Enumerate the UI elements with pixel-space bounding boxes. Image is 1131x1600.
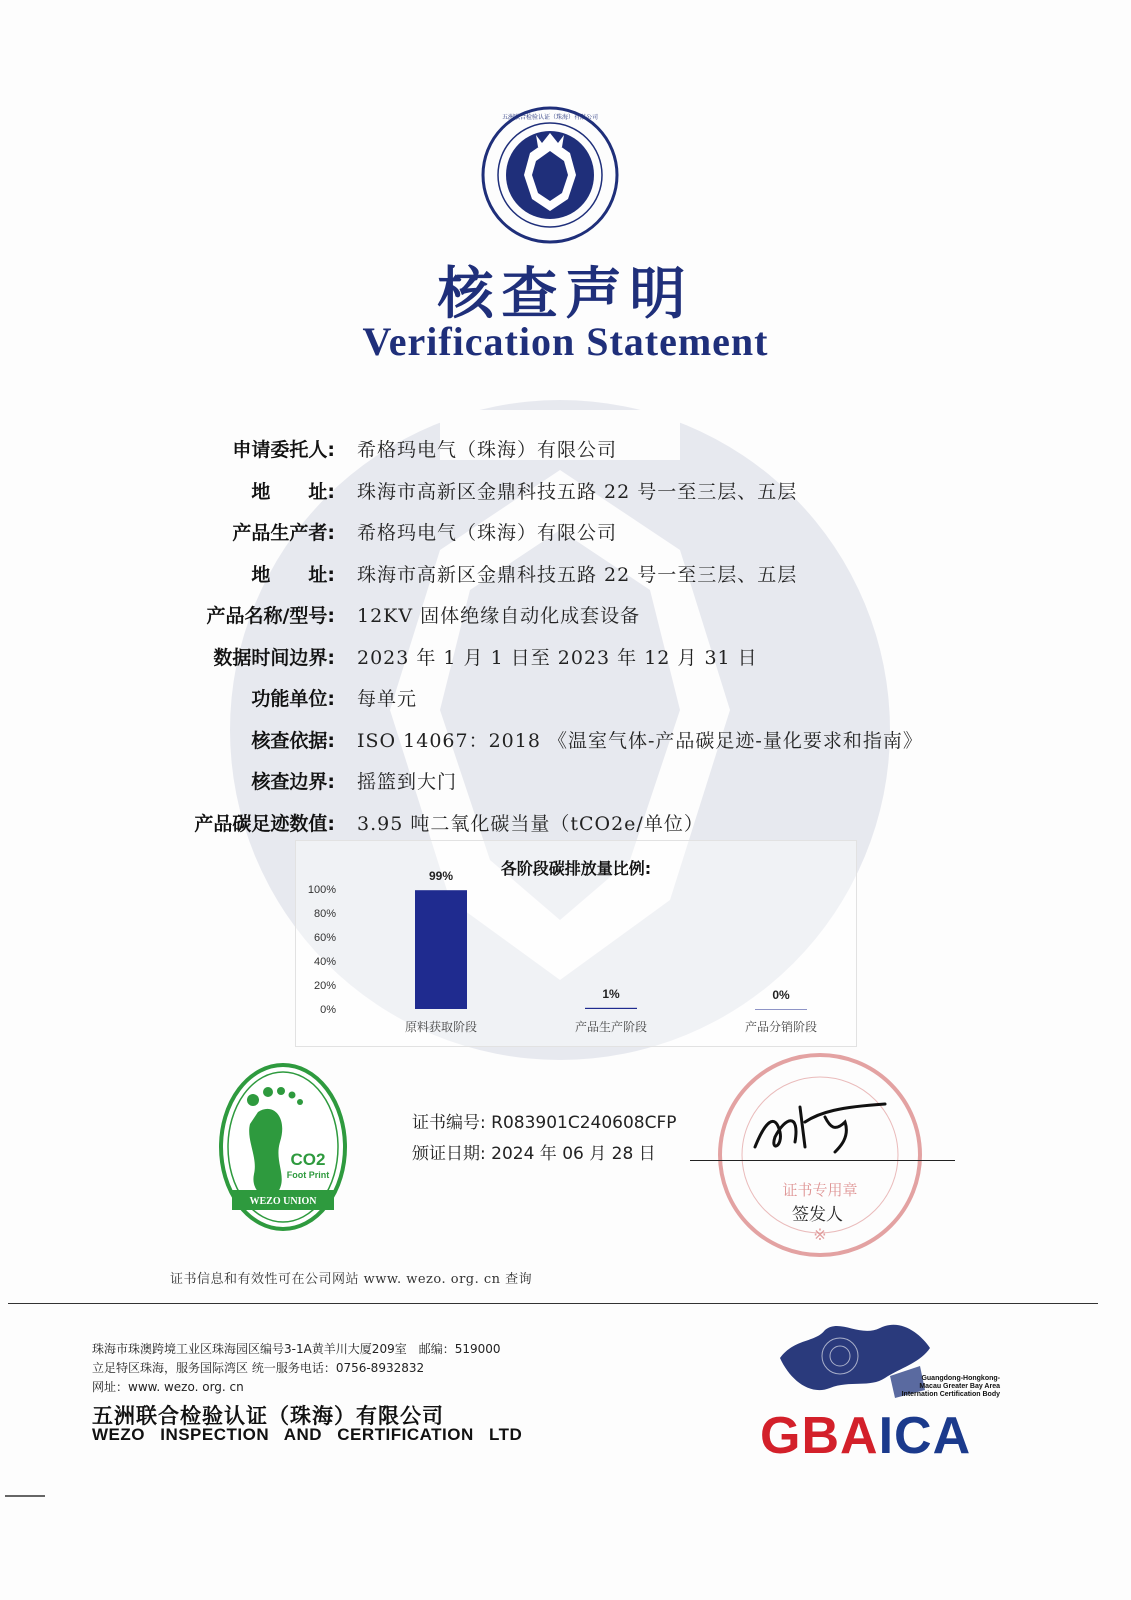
toe-dot (277, 1087, 285, 1095)
cert-number-line (412, 1108, 677, 1139)
handwritten-signature (745, 1092, 895, 1162)
field-value: 2023 年 1 月 1 日至 2023 年 12 月 31 日 (357, 646, 758, 669)
field-label: 产品碳足迹数值: (194, 812, 335, 835)
footer-address-block (92, 1340, 501, 1397)
y-tick-label: 100% (307, 884, 336, 896)
chart-title: 各阶段碳排放量比例: (500, 859, 652, 878)
field-value: 摇篮到大门 (357, 771, 458, 794)
cert-number: R083901C240608CFP (491, 1113, 677, 1133)
field-row-applicant-address (150, 470, 1010, 512)
data-label: 1% (602, 986, 620, 1001)
cert-date-label: 颁证日期: (412, 1144, 486, 1164)
signer-label: 签发人 (792, 1205, 843, 1225)
footer-service-line: 立足特区珠海，服务国际湾区 统一服务电话：0756-8932832 (92, 1361, 425, 1375)
bar (585, 1008, 637, 1009)
chart-svg (296, 841, 856, 1046)
field-label: 地 址: (251, 480, 335, 503)
co2-label: CO2 (290, 1150, 326, 1169)
field-row-boundary (150, 760, 1010, 802)
field-value: 希格玛电气（珠海）有限公司 (357, 522, 618, 545)
field-label: 核查边界: (251, 771, 335, 794)
y-tick-label: 80% (313, 908, 336, 920)
cert-date-line (412, 1139, 677, 1170)
toe-dot (263, 1087, 273, 1097)
footer-divider (8, 1303, 1098, 1304)
bar (415, 890, 467, 1009)
toe-dot (247, 1094, 259, 1106)
title-cn: 核查声明 (437, 261, 694, 327)
gbaica-logo (760, 1406, 971, 1466)
field-label: 申请委托人: (232, 439, 335, 462)
footer-website-line: 网址：www. wezo. org. cn (92, 1380, 244, 1394)
bar (755, 1009, 807, 1010)
field-value: ISO 14067：2018 《温室气体-产品碳足迹-量化要求和指南》 (357, 729, 923, 752)
field-value: 每单元 (357, 688, 418, 711)
gba-logo-red: GBA (760, 1407, 879, 1465)
gba-subtitle-line: Guangdong-Hongkong- (921, 1375, 1000, 1382)
y-tick-label: 60% (313, 932, 336, 944)
scan-mark (5, 1495, 45, 1497)
footer-company-en: WEZO INSPECTION AND CERTIFICATION LTD (92, 1425, 523, 1444)
field-value: 12KV 固体绝缘自动化成套设备 (357, 605, 641, 628)
field-row-basis (150, 719, 1010, 761)
field-value: 珠海市高新区金鼎科技五路 22 号一至三层、五层 (357, 480, 798, 503)
foot-icon (249, 1109, 282, 1197)
cert-number-label: 证书编号: (412, 1113, 486, 1133)
wezo-seal-logo (480, 105, 620, 245)
seal-center-text: 证书专用章 (782, 1181, 858, 1199)
gba-subtitle (860, 1375, 1000, 1399)
field-row-product (150, 594, 1010, 636)
category-label: 原料获取阶段 (404, 1020, 478, 1034)
field-row-functional-unit (150, 677, 1010, 719)
certificate-info (412, 1108, 677, 1170)
field-row-applicant (150, 428, 1010, 470)
field-value: 珠海市高新区金鼎科技五路 22 号一至三层、五层 (357, 563, 798, 586)
toe-dot (289, 1092, 296, 1099)
gba-subtitle-line: Macau Greater Bay Area (919, 1383, 1000, 1390)
field-label: 核查依据: (251, 729, 335, 752)
data-label: 0% (772, 988, 790, 1002)
field-value: 希格玛电气（珠海）有限公司 (357, 439, 618, 462)
seal-ring-text: 五洲联合检验认证（珠海）有限公司 (501, 114, 599, 121)
gba-subtitle-line: Internation Certification Body (901, 1391, 1000, 1398)
field-label: 产品生产者: (232, 522, 335, 545)
toe-dot (297, 1099, 303, 1105)
field-row-producer-address (150, 553, 1010, 595)
co2-footprint-badge (218, 1062, 348, 1232)
signature-line (690, 1160, 955, 1161)
y-tick-label: 20% (313, 980, 336, 992)
title-en: Verification Statement (362, 319, 769, 364)
foot-print-label: Foot Print (286, 1170, 330, 1180)
field-row-carbon-footprint (150, 802, 1010, 844)
field-row-time-boundary (150, 636, 1010, 678)
seal-star-icon: ※ (813, 1225, 827, 1244)
y-tick-label: 40% (313, 956, 336, 968)
field-label: 功能单位: (251, 688, 335, 711)
field-label: 数据时间边界: (213, 646, 335, 669)
category-label: 产品生产阶段 (574, 1020, 648, 1034)
badge-brand: WEZO UNION (249, 1196, 317, 1207)
website-note: 证书信息和有效性可在公司网站 www. wezo. org. cn 查询 (170, 1272, 533, 1287)
statement-fields (150, 428, 1010, 843)
gba-logo-blue: ICA (878, 1407, 972, 1465)
stage-emission-chart (295, 840, 857, 1047)
field-value: 3.95 吨二氧化碳当量（tCO2e/单位） (357, 812, 704, 835)
category-label: 产品分销阶段 (744, 1020, 818, 1034)
footer-address-line: 珠海市珠澳跨境工业区珠海园区编号3-1A黄羊川大厦209室 邮编：519000 (92, 1342, 501, 1356)
data-label: 99% (428, 869, 454, 884)
y-tick-label: 0% (320, 1004, 336, 1016)
field-label: 地 址: (251, 563, 335, 586)
field-label: 产品名称/型号: (206, 605, 335, 628)
footer-company-cn: 五洲联合检验认证（珠海）有限公司 (92, 1404, 444, 1428)
field-row-producer (150, 511, 1010, 553)
cert-date: 2024 年 06 月 28 日 (491, 1144, 656, 1164)
